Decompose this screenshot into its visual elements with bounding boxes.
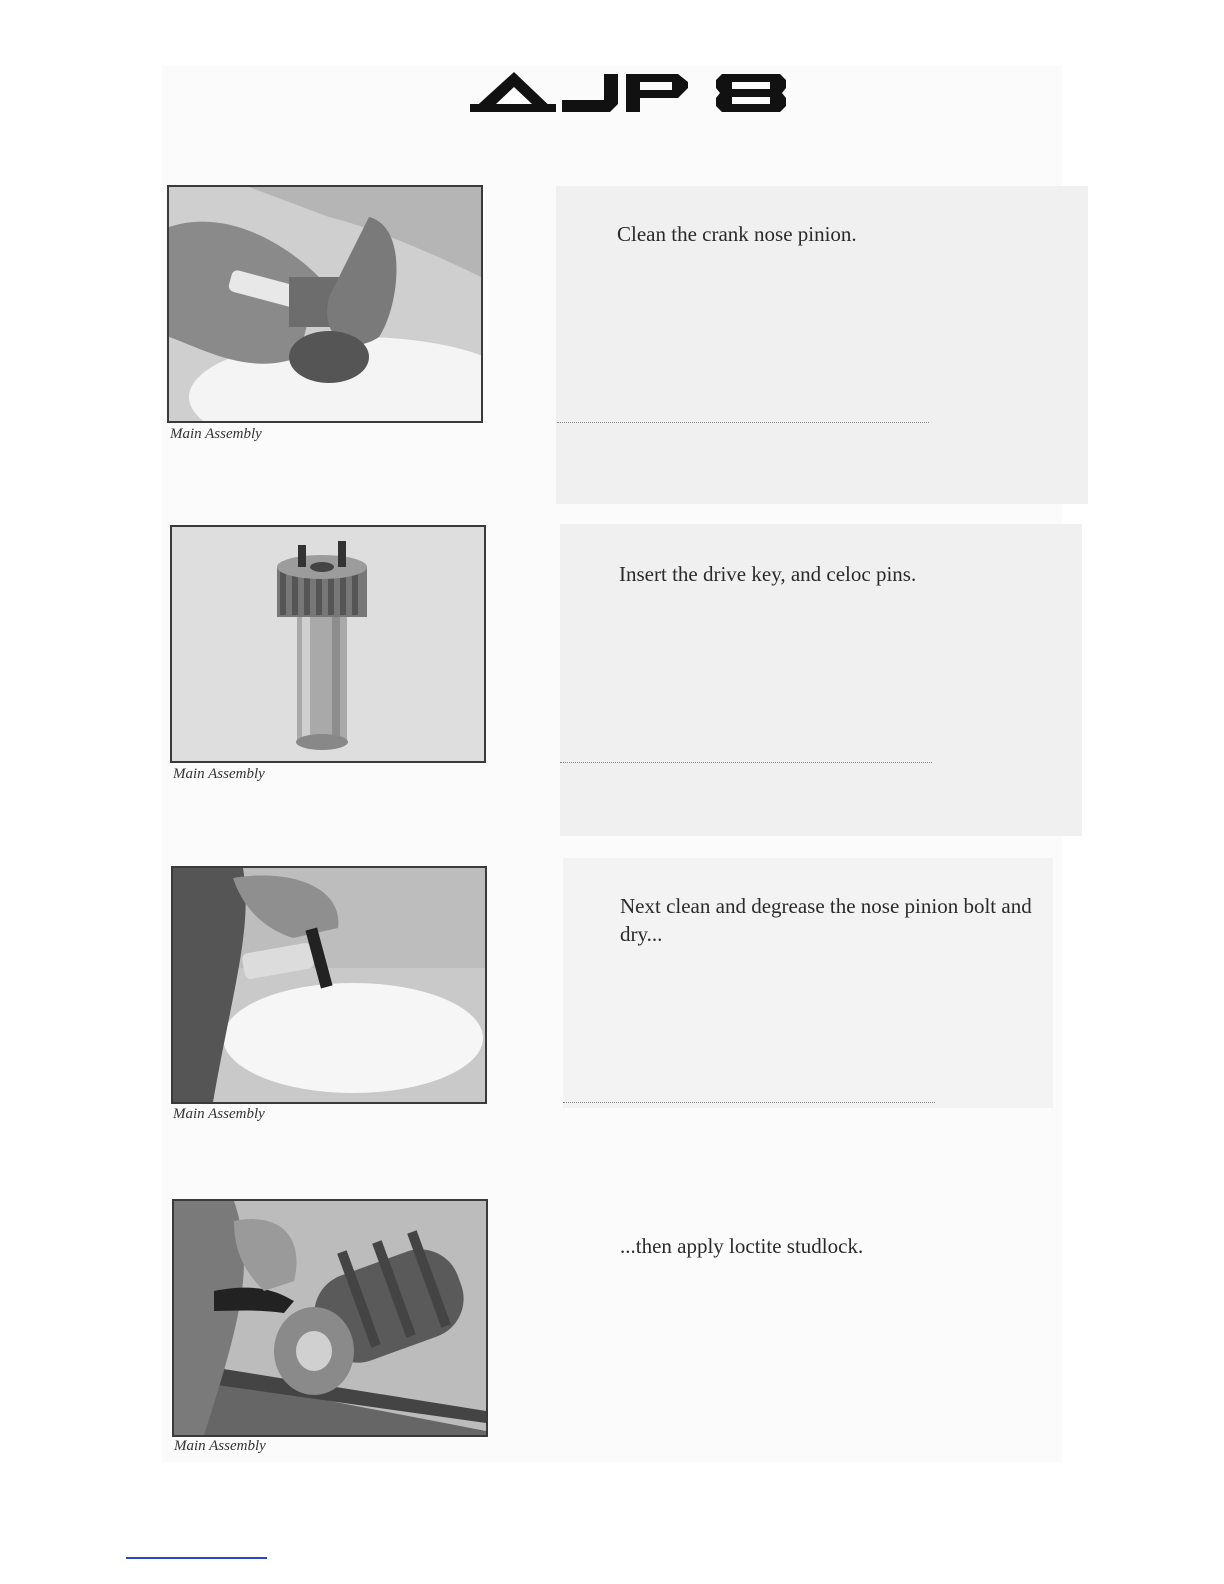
step-3-divider: [563, 1102, 935, 1103]
step-1-caption: Main Assembly: [170, 426, 262, 442]
step-4-caption: Main Assembly: [174, 1438, 266, 1454]
step-2-photo: [170, 525, 486, 763]
footer-link-underline[interactable]: [126, 1557, 267, 1559]
step-3-photo: [171, 866, 487, 1104]
step-4-photo: [172, 1199, 488, 1437]
step-4-instruction: ...then apply loctite studlock.: [620, 1234, 864, 1258]
step-1-instruction: Clean the crank nose pinion.: [617, 222, 857, 246]
step-2-caption: Main Assembly: [173, 766, 265, 782]
step-3-caption: Main Assembly: [173, 1106, 265, 1122]
step-3-instruction: Next clean and degrease the nose pinion bolt and dry...: [620, 894, 1032, 946]
ajp-8-logo: [470, 70, 788, 114]
step-2-divider: [560, 762, 932, 763]
step-1-divider: [557, 422, 929, 423]
step-2-instruction: Insert the drive key, and celoc pins.: [619, 562, 917, 586]
step-1-photo: [167, 185, 483, 423]
